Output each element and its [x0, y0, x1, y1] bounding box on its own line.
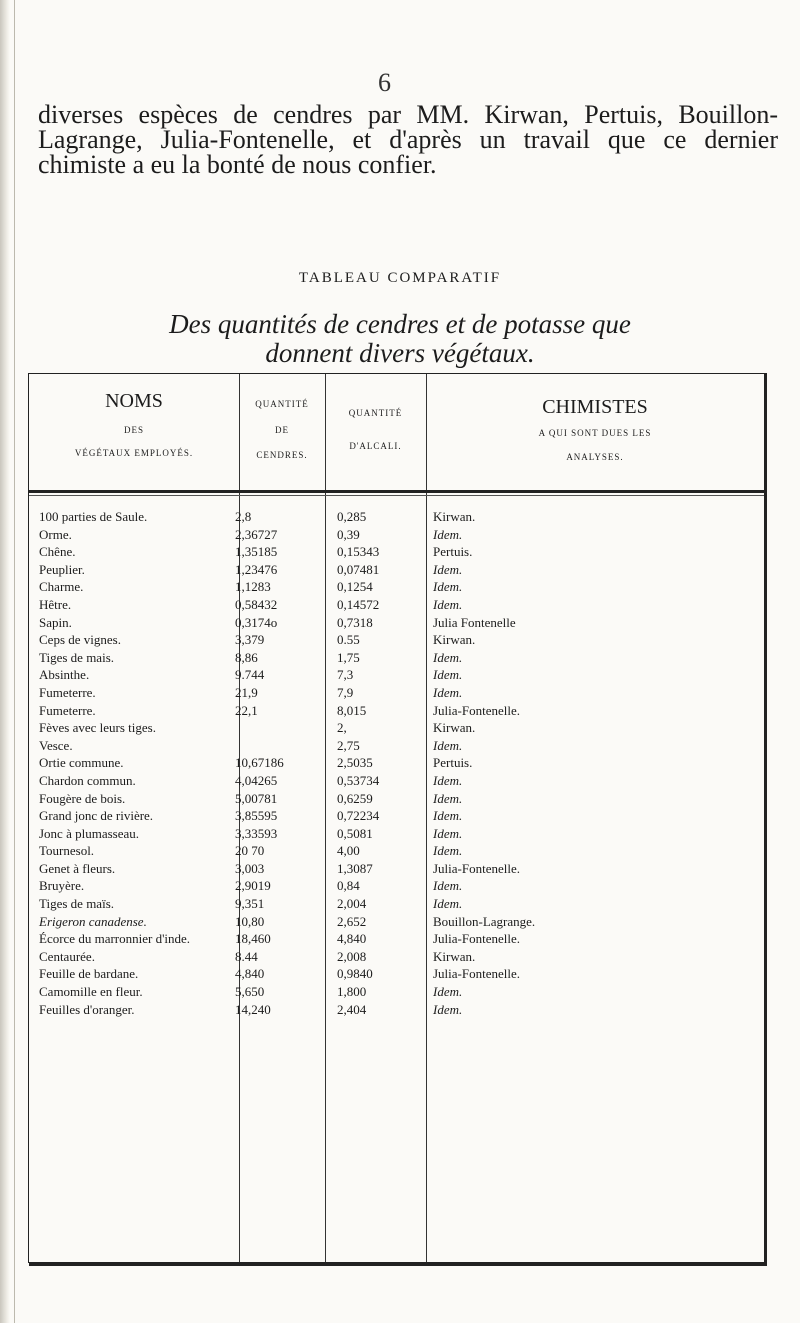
cendres-column — [235, 508, 325, 1018]
cell-chemist: Kirwan. — [433, 632, 476, 648]
cell-chemist: Kirwan. — [433, 720, 476, 736]
header-cendres-1: QUANTITÉ — [255, 399, 309, 409]
cell-name: Charme. — [39, 579, 84, 595]
cell-chemist: Idem. — [433, 896, 463, 912]
cell-chemist: Idem. — [433, 772, 463, 788]
cell-alcali: 0,39 — [337, 526, 360, 542]
cell-alcali: 0,9840 — [337, 966, 373, 982]
cell-chemist: Idem. — [433, 596, 463, 612]
cell-cendres: 8.44 — [235, 948, 258, 964]
cell-chemist: Pertuis. — [433, 544, 473, 560]
cell-chemist: Julia Fontenelle — [433, 614, 516, 630]
cell-chemist: Idem. — [433, 667, 463, 683]
cell-name: Absinthe. — [39, 667, 90, 683]
cell-cendres — [235, 719, 325, 737]
alcali-column — [337, 508, 427, 1018]
cell-name: Tournesol. — [39, 843, 95, 859]
cell-name: Fougère de bois. — [39, 790, 126, 806]
cell-cendres: 9.744 — [235, 667, 265, 683]
cell-chemist: Julia-Fontenelle. — [433, 860, 521, 876]
cell-name: Bruyère. — [39, 878, 85, 894]
cell-name: Genet à fleurs. — [39, 860, 116, 876]
cell-cendres: 4,04265 — [235, 772, 278, 788]
cell-alcali: 0,14572 — [337, 596, 380, 612]
cell-chemist: Pertuis. — [433, 755, 473, 771]
cell-name: Orme. — [39, 526, 72, 542]
cell-chemist: Julia-Fontenelle. — [433, 966, 521, 982]
cell-name: Fumeterre. — [39, 684, 96, 700]
header-rule — [29, 490, 764, 493]
cell-alcali: 4,00 — [337, 843, 360, 859]
cell-cendres: 2,9019 — [235, 878, 271, 894]
cell-alcali: 0,7318 — [337, 614, 373, 630]
cell-cendres: 18,460 — [235, 931, 271, 947]
cell-alcali: 0,5081 — [337, 825, 373, 841]
cell-cendres: 20 70 — [235, 843, 265, 859]
page-binding-shadow — [0, 0, 10, 1323]
cell-chemist: Bouillon-Lagrange. — [433, 913, 536, 929]
cell-alcali: 1,800 — [337, 984, 367, 1000]
cell-cendres: 3,003 — [235, 860, 265, 876]
header-des: DES — [123, 425, 144, 435]
header-rule-thin — [29, 495, 764, 496]
cell-alcali: 0.55 — [337, 632, 360, 648]
cell-chemist: Idem. — [433, 984, 463, 1000]
cell-cendres: 1,23476 — [235, 561, 278, 577]
cell-cendres: 5,650 — [235, 984, 265, 1000]
cell-name: Fumeterre. — [39, 702, 96, 718]
header-alcali-2: D'ALCALI. — [349, 441, 402, 451]
header-alcali-1: QUANTITÉ — [348, 408, 403, 418]
cell-chemist: Idem. — [433, 561, 463, 577]
cell-chemist: Kirwan. — [433, 509, 476, 524]
cell-cendres: 9,351 — [235, 896, 265, 912]
header-vegetaux: VÉGÉTAUX EMPLOYÉS. — [74, 448, 194, 458]
cell-alcali: 0,285 — [337, 509, 367, 524]
cell-alcali: 4,840 — [337, 931, 367, 947]
cell-chemist: Idem. — [433, 878, 463, 894]
cell-cendres: 22,1 — [235, 702, 258, 718]
cell-chemist: Julia-Fontenelle. — [433, 931, 521, 947]
cell-chemist: Idem. — [433, 808, 463, 824]
cell-chemist: Julia-Fontenelle. — [433, 702, 521, 718]
cell-name: Feuilles d'oranger. — [39, 1001, 135, 1017]
chemists-column — [433, 508, 583, 1018]
cell-cendres: 2,8 — [235, 509, 252, 524]
cell-cendres: 10,67186 — [235, 755, 284, 771]
cell-alcali: 0,07481 — [337, 561, 380, 577]
subtitle-line-2: donnent divers végétaux. — [265, 338, 535, 368]
header-cendres-2: DE — [275, 425, 289, 435]
cell-cendres: 8,86 — [235, 649, 258, 665]
header-cendres-3: CENDRES. — [256, 450, 308, 460]
cell-name: Jonc à plumasseau. — [39, 825, 140, 841]
cell-cendres: 2,36727 — [235, 526, 278, 542]
cell-cendres: 5,00781 — [235, 790, 278, 806]
cell-name: Hêtre. — [39, 596, 72, 612]
cell-alcali: 1,3087 — [337, 860, 373, 876]
cell-alcali: 2,75 — [337, 737, 360, 753]
cell-alcali: 0,72234 — [337, 808, 380, 824]
cell-name: Écorce du marronnier d'inde. — [39, 931, 191, 947]
table-heading: TABLEAU COMPARATIF — [298, 270, 502, 286]
cell-name: Ceps de vignes. — [39, 632, 121, 648]
cell-name: Tiges de mais. — [39, 649, 114, 665]
cell-name: Tiges de maïs. — [39, 896, 114, 912]
cell-name: Ortie commune. — [39, 755, 124, 771]
cell-alcali: 2,652 — [337, 913, 367, 929]
header-noms: NOMS — [105, 390, 163, 412]
intro-paragraph: diverses espèces de cendres par MM. Kirwan, Pertuis, Bouillon-Lagrange, Julia-Fontenelle, et d'après un travail que ce dernier chimiste a eu la bonté de nous confier. — [38, 100, 778, 179]
cell-chemist: Idem. — [433, 843, 463, 859]
cell-cendres: 3,33593 — [235, 825, 278, 841]
cell-name: Feuille de bardane. — [39, 966, 139, 982]
cell-alcali: 2,5035 — [337, 755, 373, 771]
cell-chemist: Idem. — [433, 649, 463, 665]
cell-chemist: Idem. — [433, 790, 463, 806]
cell-chemist: Kirwan. — [433, 948, 476, 964]
cell-name: Centaurée. — [39, 948, 95, 964]
page-number: 6 — [378, 68, 391, 97]
subtitle-line-1: Des quantités de cendres et de potasse que — [169, 309, 631, 339]
cell-cendres: 10,80 — [235, 913, 265, 929]
table-subtitle — [20, 310, 780, 368]
names-column — [39, 508, 239, 1018]
cell-alcali: 7,3 — [337, 667, 354, 683]
cell-cendres: 0,3174o — [235, 614, 278, 630]
cell-cendres: 3,379 — [235, 632, 265, 648]
cell-name: Fèves avec leurs tiges. — [39, 720, 156, 736]
cell-name: Vesce. — [39, 737, 73, 753]
cell-alcali: 2, — [337, 720, 347, 736]
cell-alcali: 0,1254 — [337, 579, 373, 595]
header-chimistes: CHIMISTES — [542, 396, 648, 418]
cell-alcali: 2,004 — [337, 896, 367, 912]
cell-alcali: 0,53734 — [337, 772, 380, 788]
cell-alcali: 2,008 — [337, 948, 367, 964]
cell-name: Camomille en fleur. — [39, 984, 143, 1000]
cell-chemist: Idem. — [433, 684, 463, 700]
cell-chemist: Idem. — [433, 825, 463, 841]
comparison-table — [28, 373, 767, 1263]
cell-cendres: 1,35185 — [235, 544, 278, 560]
cell-alcali: 8,015 — [337, 702, 367, 718]
header-chimistes-2: A QUI SONT DUES LES — [538, 428, 652, 438]
cell-chemist: Idem. — [433, 579, 463, 595]
cell-alcali: 2,404 — [337, 1001, 367, 1017]
cell-chemist: Idem. — [433, 737, 463, 753]
cell-alcali: 0,84 — [337, 878, 360, 894]
cell-name: Chêne. — [39, 544, 76, 560]
cell-name: 100 parties de Saule. — [39, 509, 148, 524]
column-divider — [325, 374, 326, 1262]
cell-cendres: 0,58432 — [235, 596, 278, 612]
cell-cendres: 14,240 — [235, 1001, 271, 1017]
cell-name: Peuplier. — [39, 561, 85, 577]
page-binding-line — [14, 0, 15, 1323]
cell-alcali: 0,15343 — [337, 544, 380, 560]
cell-alcali: 0,6259 — [337, 790, 373, 806]
cell-cendres: 1,1283 — [235, 579, 271, 595]
cell-cendres: 3,85595 — [235, 808, 278, 824]
cell-cendres: 4,840 — [235, 966, 265, 982]
cell-cendres — [235, 737, 325, 755]
cell-name: Chardon commun. — [39, 772, 136, 788]
cell-alcali: 7,9 — [337, 684, 354, 700]
cell-chemist: Idem. — [433, 1001, 463, 1017]
cell-name: Grand jonc de rivière. — [39, 808, 154, 824]
cell-name: Sapin. — [39, 614, 72, 630]
cell-alcali: 1,75 — [337, 649, 360, 665]
cell-name: Erigeron canadense. — [39, 913, 147, 929]
cell-cendres: 21,9 — [235, 684, 258, 700]
header-chimistes-3: ANALYSES. — [566, 452, 624, 462]
cell-chemist: Idem. — [433, 526, 463, 542]
